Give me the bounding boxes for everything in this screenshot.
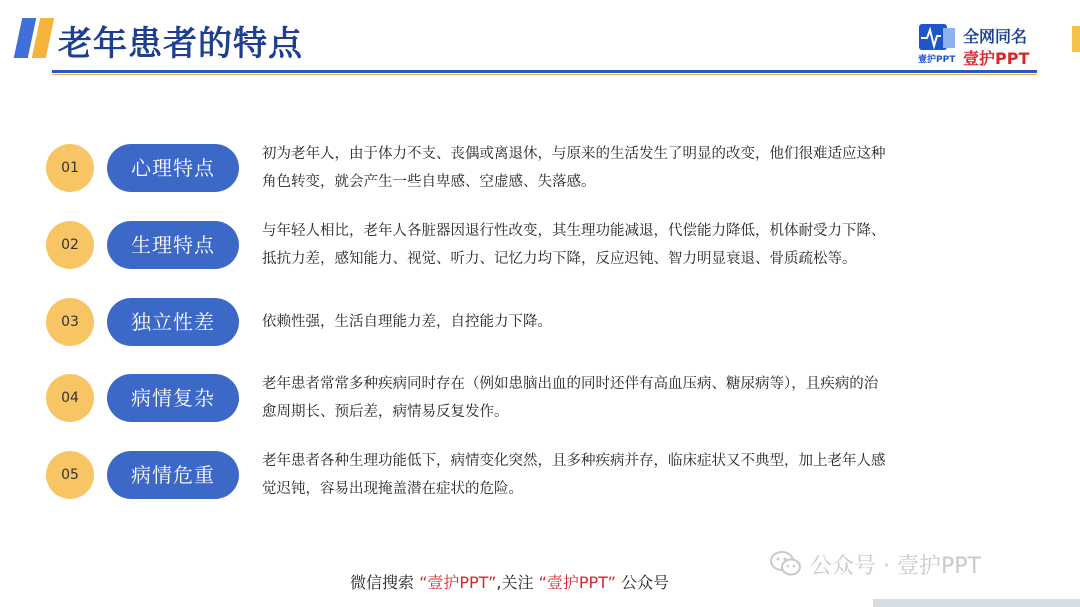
item-label-pill: 生理特点 xyxy=(107,221,239,269)
item-description xyxy=(262,370,942,426)
header-divider-thin xyxy=(52,74,1037,75)
brand-logo-block xyxy=(917,22,1037,66)
item-number: 01 xyxy=(46,144,94,192)
footer-prefix: 微信搜索 xyxy=(350,573,420,592)
list-item xyxy=(46,217,946,273)
list-item xyxy=(46,140,946,196)
wechat-icon xyxy=(770,550,802,578)
item-number: 03 xyxy=(46,298,94,346)
item-description xyxy=(262,308,942,336)
header-divider xyxy=(52,70,1037,73)
bottom-edge-bar xyxy=(873,599,1080,607)
brand-tagline: 全网同名 xyxy=(963,27,1028,46)
footer-account-name: “壹护PPT” xyxy=(419,573,497,592)
item-description xyxy=(262,447,942,503)
description-line: 觉迟钝，容易出现掩盖潜在症状的危险。 xyxy=(262,481,523,497)
item-number: 02 xyxy=(46,221,94,269)
description-line: 愈周期长、预后差，病情易反复发作。 xyxy=(262,404,509,420)
description-line: 与年轻人相比，老年人各脏器因退行性改变，其生理功能减退，代偿能力降低，机体耐受力下降、 xyxy=(262,223,886,239)
brand-name: 壹护PPT xyxy=(963,49,1030,68)
list-item xyxy=(46,447,946,503)
item-description xyxy=(262,140,942,196)
header-accent-gold xyxy=(32,18,55,58)
item-label-pill: 独立性差 xyxy=(107,298,239,346)
watermark-text: 公众号 · 壹护PPT xyxy=(810,553,981,579)
description-line: 老年患者常常多种疾病同时存在（例如患脑出血的同时还伴有高血压病、糖尿病等），且疾病的治 xyxy=(262,376,879,392)
item-number: 05 xyxy=(46,451,94,499)
description-line: 初为老年人，由于体力不支、丧偶或离退休，与原来的生活发生了明显的改变，他们很难适应这种 xyxy=(262,146,886,162)
page-title: 老年患者的特点 xyxy=(58,24,303,64)
brand-logo-icon xyxy=(917,22,959,66)
item-number: 04 xyxy=(46,374,94,422)
footer-promo-text xyxy=(350,570,669,593)
footer-account-name-2: “壹护PPT” xyxy=(538,573,616,592)
description-line: 依赖性强，生活自理能力差，自控能力下降。 xyxy=(262,314,552,330)
description-line: 抵抗力差，感知能力、视觉、听力、记忆力均下降，反应迟钝、智力明显衰退、骨质疏松等。 xyxy=(262,251,857,267)
item-label-pill: 病情危重 xyxy=(107,451,239,499)
description-line: 老年患者各种生理功能低下，病情变化突然，且多种疾病并存，临床症状又不典型，加上老年人感 xyxy=(262,453,886,469)
description-line: 角色转变，就会产生一些自卑感、空虚感、失落感。 xyxy=(262,174,596,190)
list-item xyxy=(46,294,946,350)
item-label-pill: 病情复杂 xyxy=(107,374,239,422)
right-edge-tab xyxy=(1072,26,1080,52)
watermark xyxy=(770,547,981,581)
item-description xyxy=(262,217,942,273)
footer-suffix: 公众号 xyxy=(615,573,669,592)
list-item xyxy=(46,370,946,426)
brand-logo-text: 壹护PPT xyxy=(918,55,956,65)
item-label-pill: 心理特点 xyxy=(107,144,239,192)
footer-middle: ,关注 xyxy=(496,573,539,592)
